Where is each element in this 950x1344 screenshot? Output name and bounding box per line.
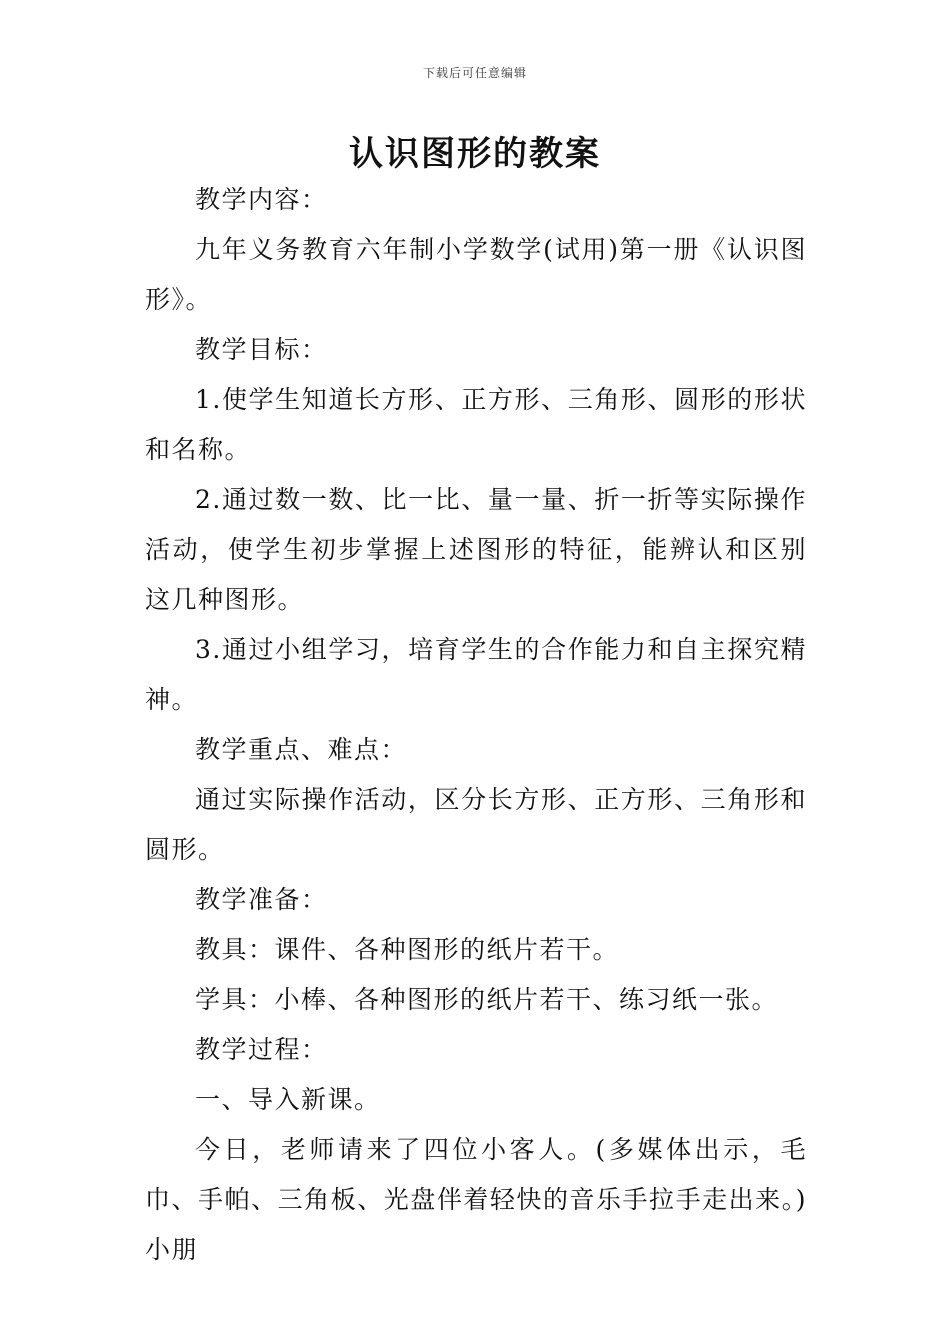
paragraph-learning-aids: 学具：小棒、各种图形的纸片若干、练习纸一张。: [195, 985, 779, 1014]
section-heading-content: 教学内容：: [195, 185, 328, 214]
section-heading-objectives: 教学目标：: [195, 335, 328, 364]
paragraph-teaching-aids: 教具：课件、各种图形的纸片若干。: [195, 935, 620, 964]
paragraph-key-points: 通过实际操作活动，区分长方形、正方形、三角形和圆形。: [145, 785, 807, 864]
subheading-introduction: 一、导入新课。: [195, 1085, 381, 1114]
document-body: [145, 175, 807, 1275]
section-heading-key-points: 教学重点、难点：: [195, 735, 408, 764]
section-heading-preparation: 教学准备：: [195, 885, 328, 914]
objective-3: 3.通过小组学习，培育学生的合作能力和自主探究精神。: [145, 635, 807, 714]
document-title: 认识图形的教案: [349, 134, 601, 174]
page-header-note: 下载后可任意编辑: [422, 66, 527, 80]
objective-2: 2.通过数一数、比一比、量一量、折一折等实际操作活动，使学生初步掌握上述图形的特征，能辨认和区别这几种图形。: [145, 485, 807, 614]
objective-1: 1.使学生知道长方形、正方形、三角形、圆形的形状和名称。: [145, 385, 807, 464]
paragraph-introduction: 今日，老师请来了四位小客人。(多媒体出示，毛巾、手帕、三角板、光盘伴着轻快的音乐手拉手走出来。)小朋: [145, 1135, 807, 1264]
section-heading-process: 教学过程：: [195, 1035, 328, 1064]
paragraph-content: 九年义务教育六年制小学数学(试用)第一册《认识图形》。: [145, 235, 807, 314]
